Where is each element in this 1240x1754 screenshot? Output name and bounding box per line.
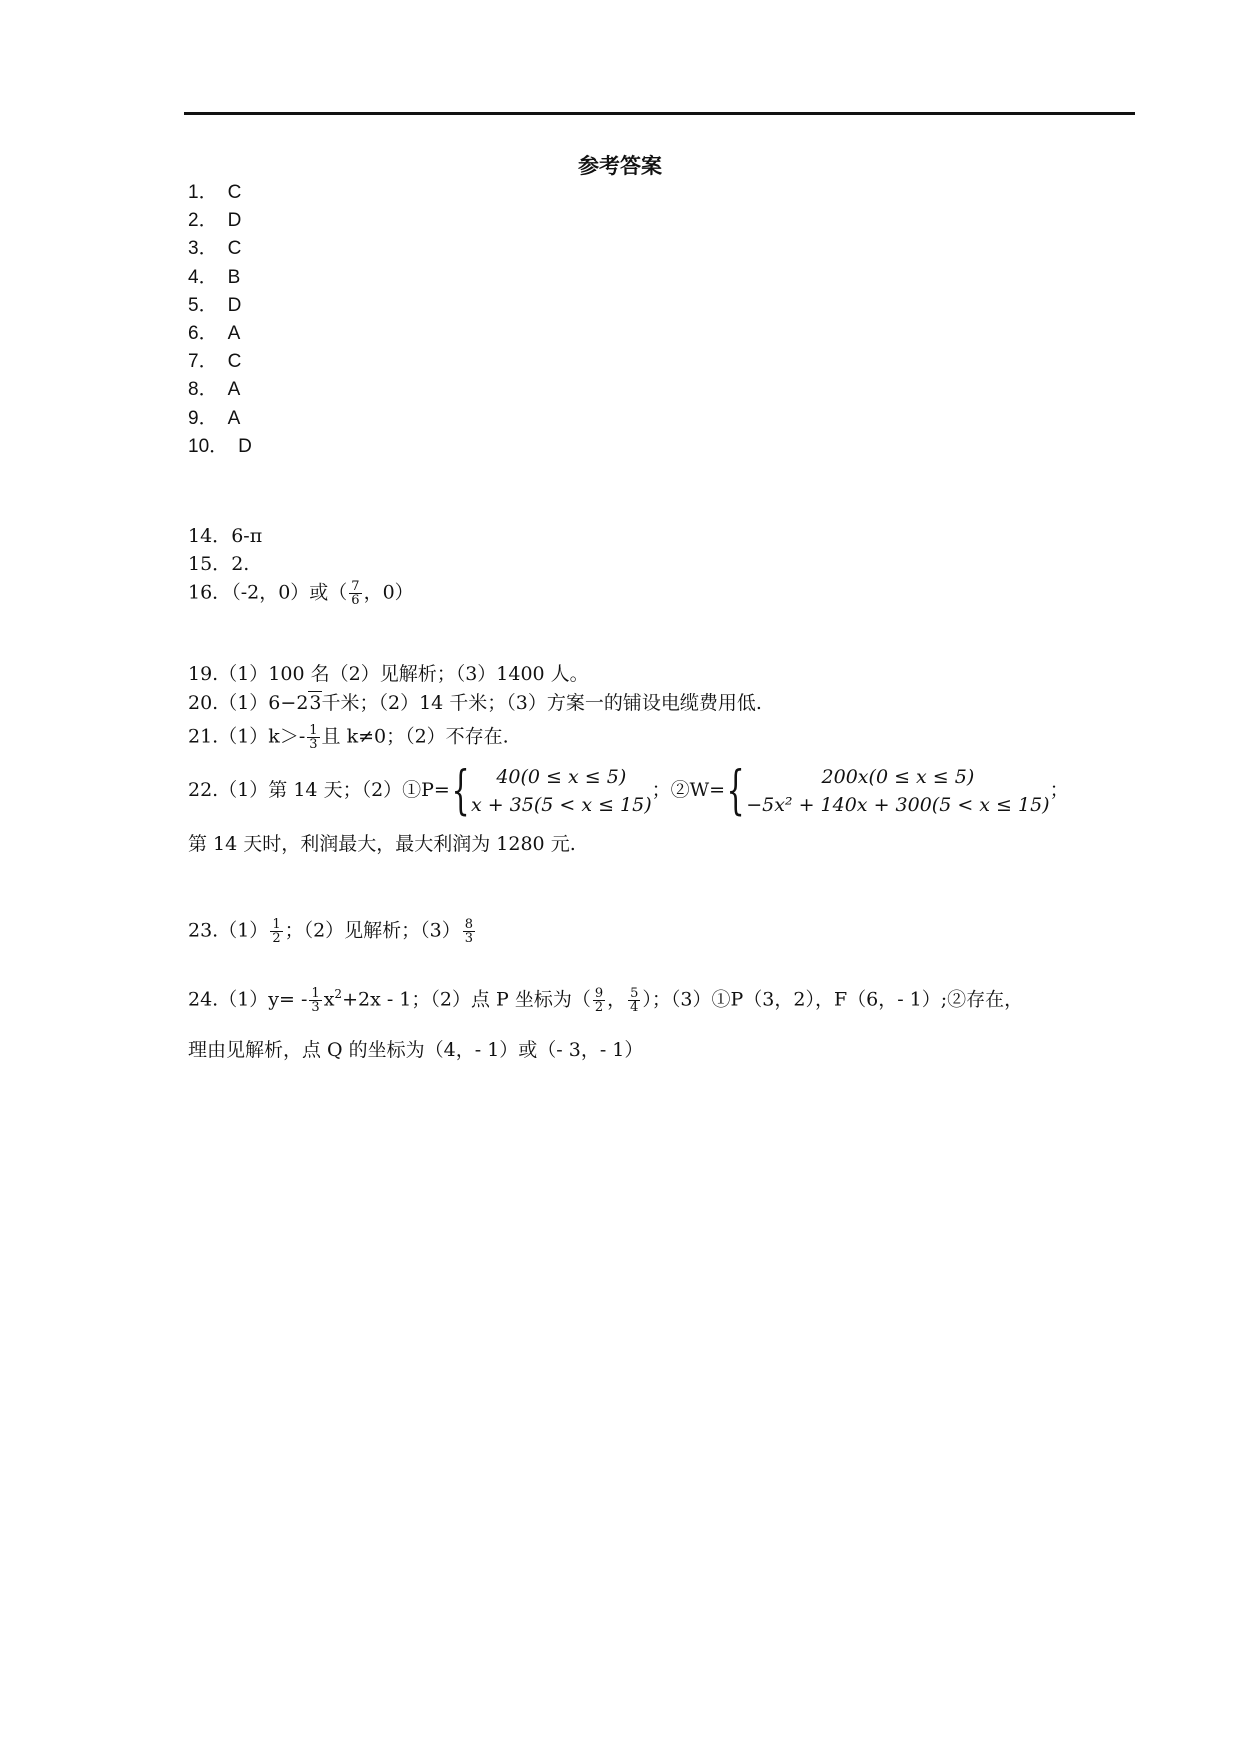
- answer-number: 21.: [188, 725, 219, 748]
- answer-letter: A: [227, 379, 241, 401]
- answer-text: （1）y= -: [218, 988, 308, 1011]
- choice-answer-row: [188, 181, 241, 205]
- answer-number: 1．: [188, 182, 218, 203]
- answer-text: 2.: [231, 553, 250, 575]
- answer-letter: A: [227, 323, 241, 344]
- fraction: $\frac{5}{4}$: [630, 985, 639, 1015]
- fraction: $\frac{1}{3}$: [311, 985, 320, 1015]
- answer-text: +2x - 1；（2）点 P 坐标为（: [342, 988, 591, 1011]
- answer-letter: C: [227, 351, 242, 373]
- fraction: $\frac{7}{6}$: [351, 579, 360, 608]
- answer-letter: D: [227, 210, 242, 232]
- choice-answer-row: [188, 322, 240, 346]
- choice-answer-row: [188, 266, 240, 290]
- header-rule: [184, 112, 1135, 115]
- answer-text: ，: [607, 988, 627, 1011]
- answer-number: 14．: [188, 525, 232, 547]
- answer-letter: D: [227, 294, 242, 316]
- page-title: 参考答案: [578, 154, 662, 178]
- answer-text: （1）: [218, 919, 269, 942]
- choice-answer-row: [188, 435, 252, 459]
- choice-answer-row: [188, 209, 241, 233]
- answer-letter: C: [227, 182, 242, 203]
- answer-number: 16．: [188, 581, 232, 604]
- piecewise-p: { 40(0 ≤ x ≤ 5) x + 35(5 < x ≤ 15): [451, 761, 652, 821]
- answer-text: ；（2）见解析；（3）: [284, 919, 461, 942]
- answer-22: [188, 762, 1069, 819]
- answer-24: [188, 982, 1023, 1014]
- answer-text: ；②W=: [651, 779, 726, 801]
- answer-23: [188, 918, 477, 945]
- answer-text: （-2，0）或（: [231, 581, 348, 604]
- answer-number: 15．: [188, 553, 232, 575]
- answer-16: [188, 580, 414, 607]
- answer-text: ；: [1049, 779, 1069, 801]
- answer-number: 5．: [188, 294, 218, 316]
- answer-number: 2．: [188, 210, 218, 232]
- choice-answer-row: [188, 350, 241, 374]
- answer-21: [188, 724, 509, 751]
- answer-letter: B: [227, 266, 241, 288]
- piecewise-w: { 200x(0 ≤ x ≤ 5) −5x² + 140x + 300(5 < x ≤ 15): [726, 761, 1050, 821]
- answer-number: 10．: [188, 435, 229, 457]
- choice-answer-row: [188, 407, 240, 431]
- fraction: $\frac{9}{2}$: [594, 985, 604, 1015]
- answer-text: （1）6−2: [218, 692, 309, 714]
- answer-letter: A: [227, 407, 241, 429]
- answer-text: （1）k＞-: [218, 725, 306, 748]
- answer-14: [188, 524, 262, 548]
- answer-text: ，0）: [363, 581, 414, 604]
- answer-20: [188, 691, 762, 715]
- answer-text: （1）第 14 天；（2）①P=: [218, 779, 450, 801]
- answer-24-line2: 理由见解析，点 Q 的坐标为（4，- 1）或（- 3，- 1）: [188, 1039, 644, 1061]
- answer-letter: D: [238, 435, 252, 457]
- answer-number: 20.: [188, 692, 219, 714]
- answer-number: 8．: [188, 379, 218, 401]
- fraction: $\frac{1}{2}$: [272, 917, 281, 946]
- answer-number: 6．: [188, 323, 218, 344]
- exponent: 2: [334, 987, 343, 1001]
- answer-text: x: [323, 988, 335, 1011]
- answer-number: 3．: [188, 238, 218, 260]
- answer-number: 19.: [188, 663, 219, 685]
- fraction: $\frac{1}{3}$: [309, 723, 318, 752]
- answer-22-line2: 第 14 天时，利润最大，最大利润为 1280 元.: [188, 833, 576, 855]
- answer-number: 9．: [188, 407, 218, 429]
- fraction: $\frac{8}{3}$: [464, 917, 474, 946]
- choice-answer-row: [188, 237, 241, 261]
- choice-answer-row: [188, 294, 241, 318]
- answer-text: 6-π: [231, 525, 263, 547]
- answer-letter: C: [227, 238, 242, 260]
- answer-number: 23.: [188, 919, 219, 942]
- answer-text: 千米；（2）14 千米；（3）方案一的铺设电缆费用低.: [321, 692, 762, 714]
- square-root: 3: [309, 692, 322, 714]
- answer-text: ）；（3）①P（3，2），F（6，- 1）;②存在，: [642, 988, 1024, 1011]
- answer-text: （1）100 名（2）见解析；（3）1400 人。: [218, 663, 589, 685]
- answer-number: 22.: [188, 779, 219, 801]
- choice-answer-row: [188, 378, 240, 402]
- answer-number: 7．: [188, 351, 218, 373]
- answer-15: [188, 552, 249, 576]
- answer-text: 且 k≠0；（2）不存在.: [321, 725, 509, 748]
- answer-number: 4．: [188, 266, 218, 288]
- answer-19: [188, 662, 589, 686]
- answer-number: 24.: [188, 988, 219, 1011]
